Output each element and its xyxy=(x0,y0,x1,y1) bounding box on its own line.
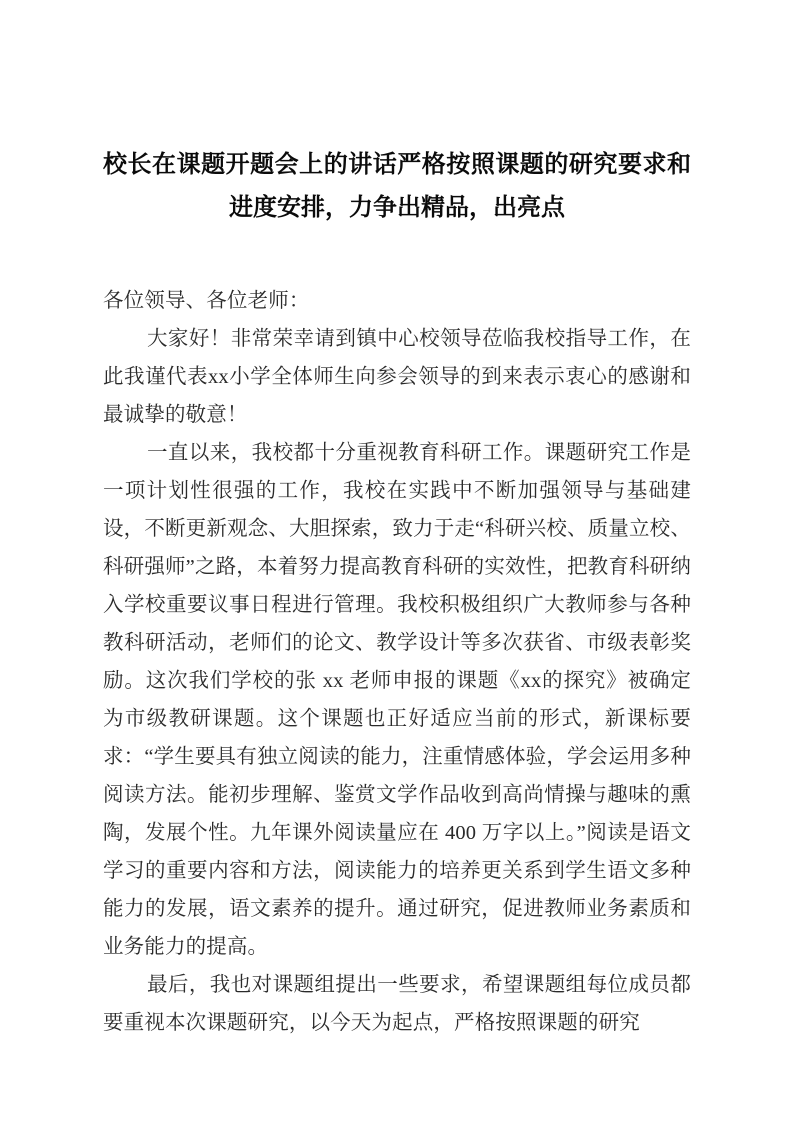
page-title xyxy=(103,0,691,229)
paragraph-research-background: 一直以来，我校都十分重视教育科研工作。课题研究工作是一项计划性很强的工作，我校在实践中不断加强领导与基础建设，不断更新观念、大胆探索，致力于走“科研兴校、质量立校、科研强师”之路，本着努力提高教育科研的实效性，把教育科研纳入学校重要议事日程进行管理。我校积极组织广大教师参与各种教科研活动，老师们的论文、教学设计等多次获省、市级表彰奖励。这次我们学校的张 xx 老师申报的课题《xx的探究》被确定为市级教研课题。这个课题也正好适应当前的形式，新课标要求：“学生要具有独立阅读的能力，注重情感体验，学会运用多种阅读方法。能初步理解、鉴赏文学作品收到高尚情操与趣味的熏陶，发展个性。九年课外阅读量应在 400 万字以上。”阅读是语文学习的重要内容和方法，阅读能力的培养更关系到学生语文多种能力的发展，语文素养的提升。通过研究，促进教师业务素质和业务能力的提高。 xyxy=(103,442,691,958)
title-line-1: 校长在课题开题会上的讲话严格按照课题的研究要求和 xyxy=(103,151,691,178)
title-line-2: 进度安排，力争出精品，出亮点 xyxy=(229,194,565,221)
document-content xyxy=(103,0,691,1042)
paragraph-salutation: 各位领导、各位老师： xyxy=(103,290,310,312)
paragraph-requirements: 最后，我也对课题组提出一些要求，希望课题组每位成员都要重视本次课题研究，以今天为起点，严格按照课题的研究 xyxy=(103,974,691,1034)
paragraph-greeting: 大家好！非常荣幸请到镇中心校领导莅临我校指导工作，在此我谨代表xx小学全体师生向参会领导的到来表示衷心的感谢和最诚挚的敬意！ xyxy=(103,328,691,426)
